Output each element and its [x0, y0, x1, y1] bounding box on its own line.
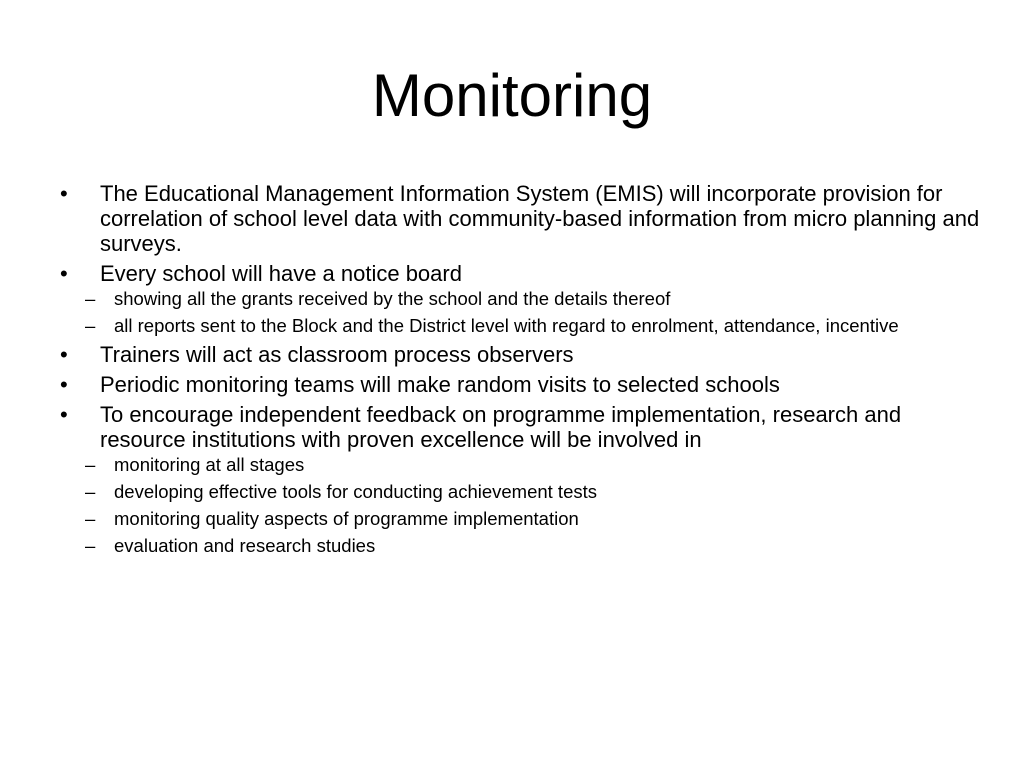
sub-bullet-text: showing all the grants received by the school and the details thereof	[114, 288, 671, 309]
bullet-item	[60, 261, 980, 337]
sub-bullet-text: monitoring at all stages	[114, 454, 305, 475]
sub-bullet-item	[69, 481, 980, 503]
sub-bullet-list	[100, 454, 980, 557]
bullet-list	[60, 181, 980, 562]
sub-bullet-item	[69, 508, 980, 530]
bullet-item	[60, 372, 980, 397]
bullet-item	[60, 402, 980, 557]
sub-bullet-item	[69, 454, 980, 476]
sub-bullet-text: all reports sent to the Block and the District level with regard to enrolment, attendance, incentive	[114, 315, 899, 336]
sub-bullet-text: monitoring quality aspects of programme implementation	[114, 508, 579, 529]
sub-bullet-text: evaluation and research studies	[114, 535, 376, 556]
slide-title: Monitoring	[371, 62, 653, 129]
bullet-text: To encourage independent feedback on programme implementation, research and resource institutions with proven excellence will be involved in	[100, 402, 902, 452]
bullet-item	[60, 181, 980, 256]
bullet-text: Every school will have a notice board	[100, 261, 462, 286]
sub-bullet-text: developing effective tools for conducting achievement tests	[114, 481, 598, 502]
sub-bullet-item	[69, 288, 980, 310]
bullet-text: Periodic monitoring teams will make random visits to selected schools	[100, 372, 780, 397]
sub-bullet-item	[69, 535, 980, 557]
bullet-text: Trainers will act as classroom process observers	[100, 342, 574, 367]
bullet-item	[60, 342, 980, 367]
sub-bullet-list	[100, 288, 980, 337]
sub-bullet-item	[69, 315, 980, 337]
bullet-text: The Educational Management Information System (EMIS) will incorporate provision for correlation of school level data with community-based information from micro planning and surveys.	[100, 181, 980, 256]
